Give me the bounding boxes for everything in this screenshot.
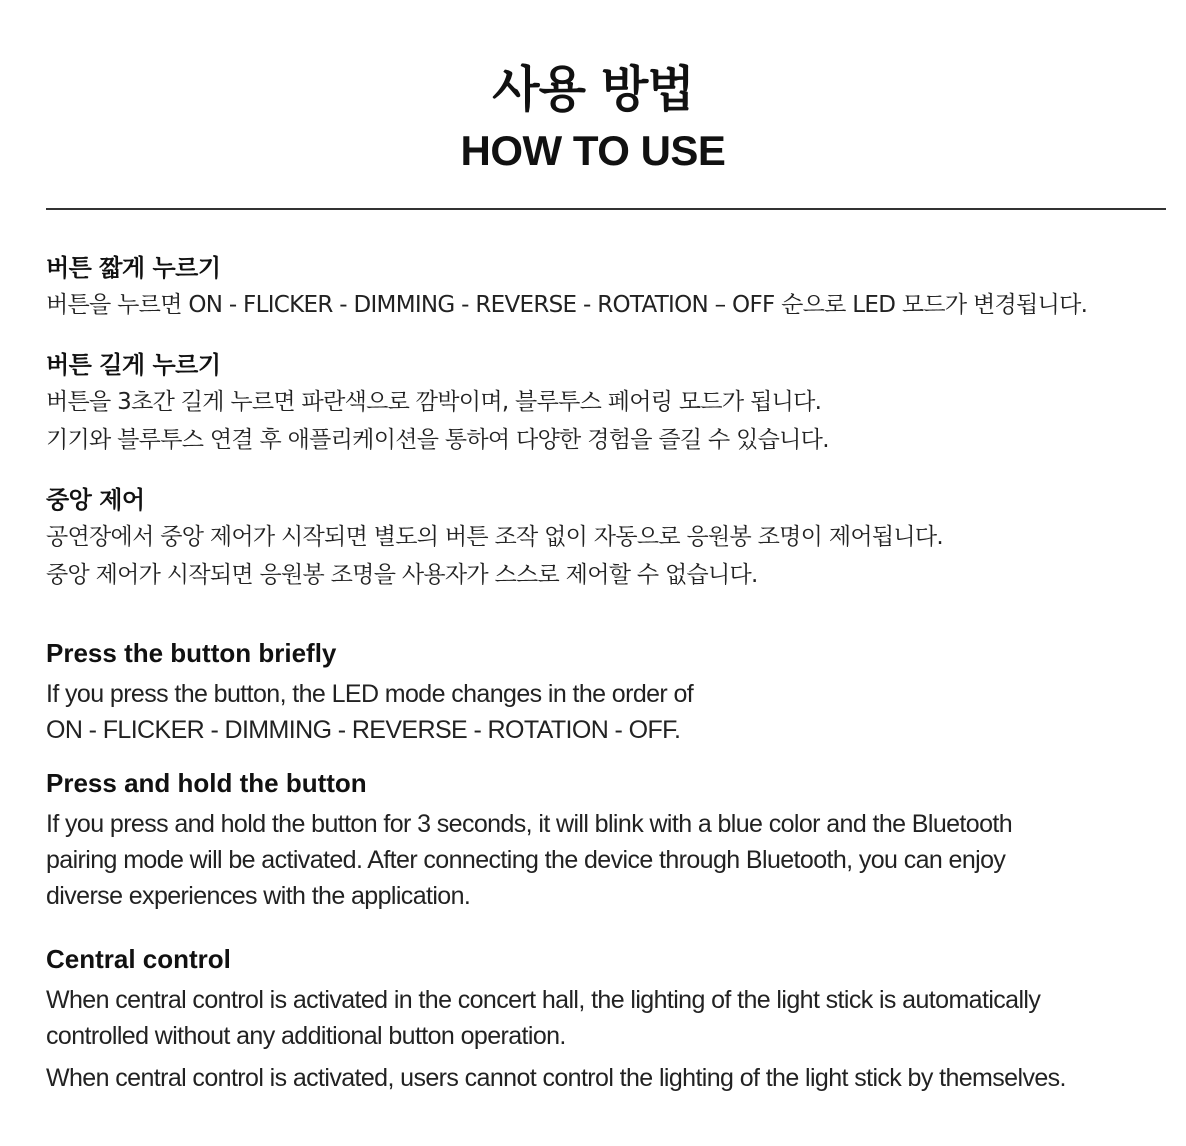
ko-text-line: 기기와 블루투스 연결 후 애플리케이션을 통하여 다양한 경험을 즐길 수 있습니다.	[46, 427, 829, 453]
en-heading-long-press: Press and hold the button	[46, 768, 367, 798]
ko-text-line: 중앙 제어가 시작되면 응원봉 조명을 사용자가 스스로 제어할 수 없습니다.	[46, 562, 758, 588]
en-section-long-press	[46, 766, 1166, 914]
page-title-english: HOW TO USE	[460, 127, 726, 174]
en-text-line: diverse experiences with the application.	[46, 882, 471, 910]
en-heading-central-control: Central control	[46, 944, 231, 974]
en-text-line: ON - FLICKER - DIMMING - REVERSE - ROTATION - OFF.	[46, 716, 681, 744]
ko-section-short-press	[46, 250, 1166, 324]
en-text-line: When central control is activated in the concert hall, the lighting of the light stick is automatically	[46, 986, 1041, 1014]
ko-section-central-control	[46, 482, 1166, 594]
page-title-korean: 사용 방법	[492, 61, 694, 118]
en-text-line: If you press the button, the LED mode changes in the order of	[46, 680, 694, 708]
ko-heading-short-press: 버튼 짧게 누르기	[46, 254, 221, 282]
ko-heading-long-press: 버튼 길게 누르기	[46, 351, 221, 379]
ko-text-line: 공연장에서 중앙 제어가 시작되면 별도의 버튼 조작 없이 자동으로 응원봉 조명이 제어됩니다.	[46, 524, 944, 550]
ko-text-line: 버튼을 3초간 길게 누르면 파란색으로 깜박이며, 블루투스 페어링 모드가 됩니다.	[46, 389, 822, 415]
en-text-line: pairing mode will be activated. After connecting the device through Bluetooth, you can enjoy	[46, 846, 1006, 874]
ko-text-line: 버튼을 누르면 ON - FLICKER - DIMMING - REVERSE - ROTATION – OFF 순으로 LED 모드가 변경됩니다.	[46, 292, 1088, 318]
page-header	[0, 60, 1186, 174]
en-text-line: controlled without any additional button operation.	[46, 1022, 566, 1050]
en-text-line: If you press and hold the button for 3 seconds, it will blink with a blue color and the Bluetooth	[46, 810, 1013, 838]
en-section-short-press	[46, 636, 1166, 748]
en-text-line: When central control is activated, users cannot control the lighting of the light stick by themselves.	[46, 1064, 1066, 1092]
english-instructions	[46, 636, 1166, 1096]
header-divider	[46, 208, 1166, 210]
en-section-central-control	[46, 942, 1166, 1096]
ko-section-long-press	[46, 347, 1166, 459]
ko-heading-central-control: 중앙 제어	[46, 486, 145, 514]
en-heading-short-press: Press the button briefly	[46, 638, 337, 668]
instructions-content	[46, 250, 1166, 1096]
